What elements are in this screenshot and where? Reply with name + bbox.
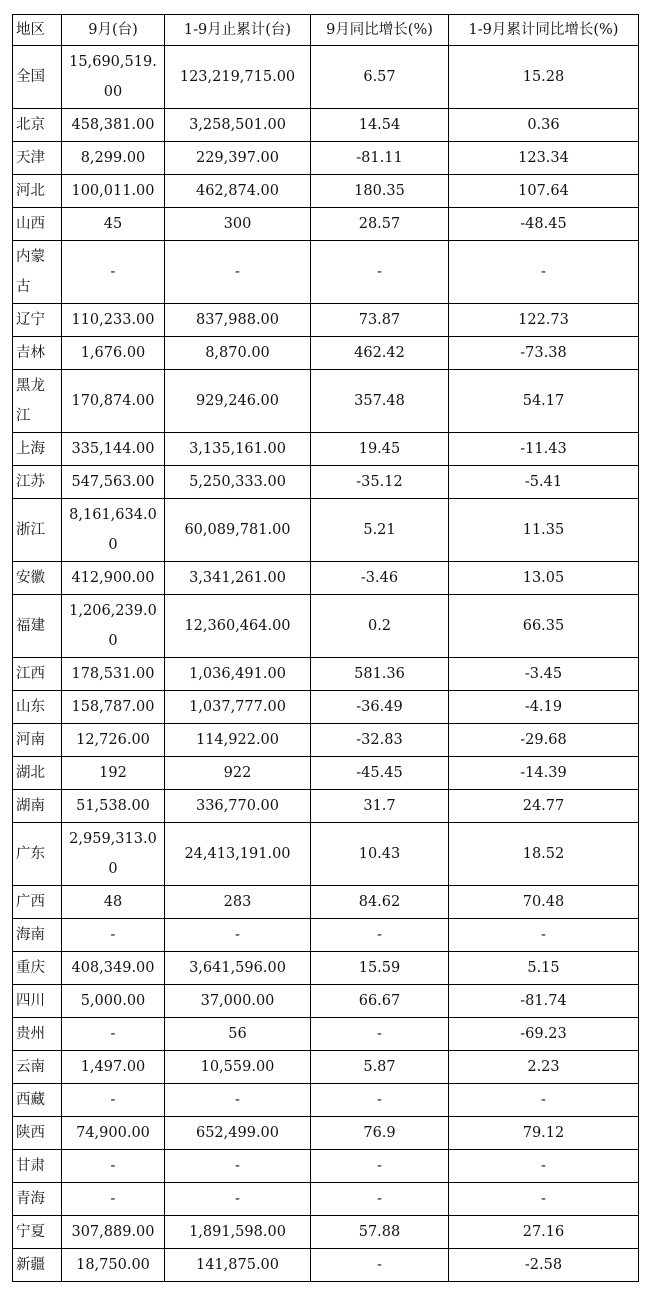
row-september-cell: 1,676.00 <box>62 337 165 370</box>
table-row <box>13 304 639 337</box>
row-region-cell: 陕西 <box>13 1117 62 1150</box>
header-september-yoy: 9月同比增长(%) <box>311 15 449 46</box>
row-september-cell: 158,787.00 <box>62 691 165 724</box>
table-row <box>13 658 639 691</box>
row-cumulative-yoy-cell: 5.15 <box>449 952 639 985</box>
row-september-cell: 100,011.00 <box>62 175 165 208</box>
row-cumulative-cell: 24,413,191.00 <box>165 823 311 886</box>
row-september-cell: 5,000.00 <box>62 985 165 1018</box>
row-september-cell: 408,349.00 <box>62 952 165 985</box>
row-cumulative-yoy-cell: 70.48 <box>449 886 639 919</box>
row-september-yoy-cell: 180.35 <box>311 175 449 208</box>
row-september-yoy-cell: - <box>311 1249 449 1282</box>
row-region-cell: 天津 <box>13 142 62 175</box>
row-cumulative-yoy-cell: -73.38 <box>449 337 639 370</box>
row-cumulative-cell: 56 <box>165 1018 311 1051</box>
table-row <box>13 241 639 304</box>
row-cumulative-cell: 1,036,491.00 <box>165 658 311 691</box>
row-september-cell: 45 <box>62 208 165 241</box>
row-region-cell: 新疆 <box>13 1249 62 1282</box>
table-row <box>13 499 639 562</box>
row-region-cell: 山东 <box>13 691 62 724</box>
table-row <box>13 466 639 499</box>
row-cumulative-yoy-cell: -5.41 <box>449 466 639 499</box>
table-row <box>13 1117 639 1150</box>
data-table-wrapper <box>12 14 639 1282</box>
table-row <box>13 370 639 433</box>
row-region-cell: 江苏 <box>13 466 62 499</box>
row-september-cell: 335,144.00 <box>62 433 165 466</box>
row-region-cell: 河南 <box>13 724 62 757</box>
row-september-cell: 18,750.00 <box>62 1249 165 1282</box>
row-region-cell: 辽宁 <box>13 304 62 337</box>
row-cumulative-yoy-cell: -29.68 <box>449 724 639 757</box>
row-cumulative-yoy-cell: 27.16 <box>449 1216 639 1249</box>
row-september-yoy-cell: - <box>311 1018 449 1051</box>
table-row <box>13 691 639 724</box>
row-region-cell: 黑龙江 <box>13 370 62 433</box>
row-september-yoy-cell: 73.87 <box>311 304 449 337</box>
row-region-cell: 福建 <box>13 595 62 658</box>
row-region-cell: 海南 <box>13 919 62 952</box>
row-september-cell: 8,161,634.00 <box>62 499 165 562</box>
row-region-cell: 湖北 <box>13 757 62 790</box>
row-september-cell: - <box>62 1084 165 1117</box>
table-row <box>13 919 639 952</box>
row-cumulative-yoy-cell: -81.74 <box>449 985 639 1018</box>
row-cumulative-yoy-cell: 24.77 <box>449 790 639 823</box>
table-row <box>13 433 639 466</box>
row-september-cell: 307,889.00 <box>62 1216 165 1249</box>
row-region-cell: 江西 <box>13 658 62 691</box>
row-region-cell: 宁夏 <box>13 1216 62 1249</box>
row-cumulative-yoy-cell: 2.23 <box>449 1051 639 1084</box>
row-september-cell: - <box>62 1018 165 1051</box>
row-cumulative-cell: 283 <box>165 886 311 919</box>
header-cumulative-yoy: 1-9月累计同比增长(%) <box>449 15 639 46</box>
row-september-yoy-cell: 14.54 <box>311 109 449 142</box>
row-september-cell: 15,690,519.00 <box>62 46 165 109</box>
table-header-row <box>13 15 639 46</box>
row-region-cell: 青海 <box>13 1183 62 1216</box>
row-september-cell: 1,497.00 <box>62 1051 165 1084</box>
row-september-yoy-cell: 15.59 <box>311 952 449 985</box>
table-row <box>13 142 639 175</box>
row-september-yoy-cell: 6.57 <box>311 46 449 109</box>
row-cumulative-cell: 3,341,261.00 <box>165 562 311 595</box>
row-cumulative-cell: 141,875.00 <box>165 1249 311 1282</box>
row-september-yoy-cell: 84.62 <box>311 886 449 919</box>
row-september-yoy-cell: 581.36 <box>311 658 449 691</box>
table-row <box>13 175 639 208</box>
row-cumulative-yoy-cell: 13.05 <box>449 562 639 595</box>
row-cumulative-cell: 229,397.00 <box>165 142 311 175</box>
row-region-cell: 全国 <box>13 46 62 109</box>
row-region-cell: 甘肃 <box>13 1150 62 1183</box>
row-september-yoy-cell: 66.67 <box>311 985 449 1018</box>
row-cumulative-yoy-cell: - <box>449 1150 639 1183</box>
row-cumulative-cell: 12,360,464.00 <box>165 595 311 658</box>
row-region-cell: 贵州 <box>13 1018 62 1051</box>
row-cumulative-cell: 123,219,715.00 <box>165 46 311 109</box>
row-region-cell: 四川 <box>13 985 62 1018</box>
row-cumulative-yoy-cell: 0.36 <box>449 109 639 142</box>
table-row <box>13 1249 639 1282</box>
row-cumulative-cell: 837,988.00 <box>165 304 311 337</box>
row-cumulative-cell: - <box>165 241 311 304</box>
table-row <box>13 1018 639 1051</box>
row-region-cell: 河北 <box>13 175 62 208</box>
header-region: 地区 <box>13 15 62 46</box>
row-september-cell: 1,206,239.00 <box>62 595 165 658</box>
row-september-yoy-cell: - <box>311 241 449 304</box>
header-cumulative-units: 1-9月止累计(台) <box>165 15 311 46</box>
row-cumulative-yoy-cell: -69.23 <box>449 1018 639 1051</box>
row-september-cell: 48 <box>62 886 165 919</box>
row-september-cell: 2,959,313.00 <box>62 823 165 886</box>
row-september-yoy-cell: -3.46 <box>311 562 449 595</box>
row-cumulative-yoy-cell: - <box>449 1084 639 1117</box>
row-cumulative-yoy-cell: -3.45 <box>449 658 639 691</box>
row-cumulative-cell: - <box>165 1183 311 1216</box>
table-row <box>13 208 639 241</box>
row-september-cell: 547,563.00 <box>62 466 165 499</box>
row-cumulative-yoy-cell: - <box>449 919 639 952</box>
row-region-cell: 湖南 <box>13 790 62 823</box>
row-region-cell: 安徽 <box>13 562 62 595</box>
row-september-yoy-cell: 5.21 <box>311 499 449 562</box>
row-region-cell: 北京 <box>13 109 62 142</box>
table-row <box>13 1183 639 1216</box>
row-cumulative-cell: 462,874.00 <box>165 175 311 208</box>
table-row <box>13 1084 639 1117</box>
row-cumulative-cell: 3,135,161.00 <box>165 433 311 466</box>
row-cumulative-cell: - <box>165 1084 311 1117</box>
row-september-cell: 458,381.00 <box>62 109 165 142</box>
row-september-yoy-cell: -81.11 <box>311 142 449 175</box>
row-cumulative-cell: 10,559.00 <box>165 1051 311 1084</box>
row-cumulative-cell: 922 <box>165 757 311 790</box>
row-september-cell: 170,874.00 <box>62 370 165 433</box>
row-september-yoy-cell: 10.43 <box>311 823 449 886</box>
table-row <box>13 985 639 1018</box>
row-september-yoy-cell: 462.42 <box>311 337 449 370</box>
row-september-yoy-cell: 31.7 <box>311 790 449 823</box>
row-september-cell: 8,299.00 <box>62 142 165 175</box>
row-cumulative-cell: - <box>165 919 311 952</box>
row-september-yoy-cell: -32.83 <box>311 724 449 757</box>
row-region-cell: 重庆 <box>13 952 62 985</box>
row-september-yoy-cell: -36.49 <box>311 691 449 724</box>
table-row <box>13 1051 639 1084</box>
row-cumulative-cell: 3,641,596.00 <box>165 952 311 985</box>
row-september-yoy-cell: - <box>311 919 449 952</box>
row-cumulative-cell: 37,000.00 <box>165 985 311 1018</box>
row-region-cell: 云南 <box>13 1051 62 1084</box>
row-september-yoy-cell: 76.9 <box>311 1117 449 1150</box>
table-row <box>13 724 639 757</box>
table-row <box>13 1216 639 1249</box>
row-cumulative-yoy-cell: 79.12 <box>449 1117 639 1150</box>
row-region-cell: 西藏 <box>13 1084 62 1117</box>
row-cumulative-yoy-cell: 122.73 <box>449 304 639 337</box>
row-cumulative-yoy-cell: 66.35 <box>449 595 639 658</box>
row-region-cell: 广西 <box>13 886 62 919</box>
row-cumulative-yoy-cell: 107.64 <box>449 175 639 208</box>
row-cumulative-cell: 652,499.00 <box>165 1117 311 1150</box>
row-cumulative-cell: 8,870.00 <box>165 337 311 370</box>
row-cumulative-yoy-cell: -4.19 <box>449 691 639 724</box>
row-cumulative-cell: 929,246.00 <box>165 370 311 433</box>
table-row <box>13 109 639 142</box>
row-cumulative-cell: - <box>165 1150 311 1183</box>
row-region-cell: 内蒙古 <box>13 241 62 304</box>
table-row <box>13 790 639 823</box>
table-body <box>13 46 639 1282</box>
row-september-yoy-cell: 357.48 <box>311 370 449 433</box>
row-cumulative-yoy-cell: - <box>449 241 639 304</box>
row-region-cell: 上海 <box>13 433 62 466</box>
row-cumulative-yoy-cell: 54.17 <box>449 370 639 433</box>
row-region-cell: 广东 <box>13 823 62 886</box>
row-september-yoy-cell: 28.57 <box>311 208 449 241</box>
row-cumulative-yoy-cell: -11.43 <box>449 433 639 466</box>
table-row <box>13 46 639 109</box>
table-row <box>13 1150 639 1183</box>
table-row <box>13 886 639 919</box>
row-september-cell: 178,531.00 <box>62 658 165 691</box>
row-september-cell: - <box>62 919 165 952</box>
row-cumulative-cell: 1,891,598.00 <box>165 1216 311 1249</box>
row-september-yoy-cell: 5.87 <box>311 1051 449 1084</box>
row-cumulative-cell: 336,770.00 <box>165 790 311 823</box>
row-cumulative-cell: 5,250,333.00 <box>165 466 311 499</box>
row-september-cell: - <box>62 241 165 304</box>
row-cumulative-yoy-cell: 123.34 <box>449 142 639 175</box>
table-row <box>13 337 639 370</box>
row-september-cell: 12,726.00 <box>62 724 165 757</box>
row-cumulative-yoy-cell: -48.45 <box>449 208 639 241</box>
row-september-cell: - <box>62 1150 165 1183</box>
row-cumulative-yoy-cell: - <box>449 1183 639 1216</box>
row-september-yoy-cell: -35.12 <box>311 466 449 499</box>
row-cumulative-yoy-cell: 11.35 <box>449 499 639 562</box>
row-cumulative-yoy-cell: 18.52 <box>449 823 639 886</box>
row-cumulative-yoy-cell: -2.58 <box>449 1249 639 1282</box>
row-september-yoy-cell: - <box>311 1150 449 1183</box>
header-september-units: 9月(台) <box>62 15 165 46</box>
row-cumulative-cell: 300 <box>165 208 311 241</box>
row-cumulative-cell: 114,922.00 <box>165 724 311 757</box>
row-september-yoy-cell: - <box>311 1183 449 1216</box>
row-september-cell: 110,233.00 <box>62 304 165 337</box>
row-cumulative-cell: 1,037,777.00 <box>165 691 311 724</box>
row-region-cell: 吉林 <box>13 337 62 370</box>
row-september-cell: 192 <box>62 757 165 790</box>
table-row <box>13 823 639 886</box>
row-cumulative-yoy-cell: 15.28 <box>449 46 639 109</box>
row-cumulative-cell: 60,089,781.00 <box>165 499 311 562</box>
row-september-yoy-cell: 0.2 <box>311 595 449 658</box>
regional-production-table <box>12 14 639 1282</box>
row-september-yoy-cell: 57.88 <box>311 1216 449 1249</box>
row-region-cell: 浙江 <box>13 499 62 562</box>
row-region-cell: 山西 <box>13 208 62 241</box>
table-row <box>13 595 639 658</box>
row-cumulative-cell: 3,258,501.00 <box>165 109 311 142</box>
row-cumulative-yoy-cell: -14.39 <box>449 757 639 790</box>
row-september-cell: 51,538.00 <box>62 790 165 823</box>
row-september-yoy-cell: 19.45 <box>311 433 449 466</box>
row-september-cell: 412,900.00 <box>62 562 165 595</box>
row-september-yoy-cell: - <box>311 1084 449 1117</box>
table-row <box>13 562 639 595</box>
row-september-cell: - <box>62 1183 165 1216</box>
row-september-cell: 74,900.00 <box>62 1117 165 1150</box>
table-row <box>13 952 639 985</box>
table-row <box>13 757 639 790</box>
row-september-yoy-cell: -45.45 <box>311 757 449 790</box>
